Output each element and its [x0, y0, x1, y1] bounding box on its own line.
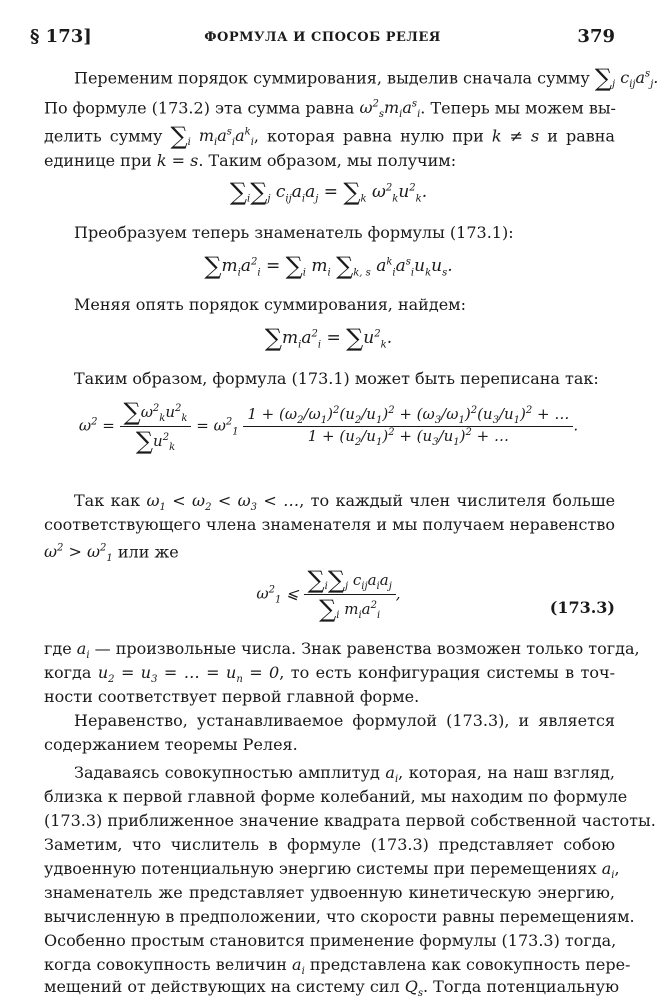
- paragraph-8-line-7: вычисленную в предположении, что скорости равны перемещениям.: [44, 907, 635, 926]
- page-number: 379: [577, 26, 615, 47]
- paragraph-1-line-3: делить сумму $\sum_i$ $m_ia^s_ia^k_i$, которая равна нулю при k ≠ s и равна: [44, 122, 615, 151]
- paragraph-3: Меняя опять порядок суммирования, найдем:: [74, 295, 466, 314]
- paragraph-5-line-3: $\omega^2 > \omega^2_1$ или же: [44, 542, 179, 565]
- paragraph-8-line-6: знаменатель же представляет удвоенную кинетическую энергию,: [44, 883, 615, 902]
- paragraph-8-line-2: близка к первой главной форме колебаний, мы находим по формуле: [44, 787, 628, 806]
- equation-173-3: $\omega^2_1$ ⩽ $\frac{\sum_i\sum_j c_{ij}a_ia_j}{\sum_i m_ia^2_i}$ ,: [256, 566, 401, 623]
- paragraph-8-line-4: Заметим, что числитель в формуле (173.3) представляет собою: [44, 835, 615, 854]
- paragraph-1-line-2: По формуле (173.2) эта сумма равна $\omega^2_sm_ia^s_i$. Теперь мы можем вы-: [44, 98, 616, 121]
- running-title: ФОРМУЛА И СПОСОБ РЕЛЕЯ: [204, 30, 441, 45]
- equation-sum-cij: $\sum_i\sum_j$ $c_{ij}a_ia_j = \sum_k$ $\omega^2_ku^2_k$.: [229, 178, 428, 206]
- paragraph-8-line-8: Особенно простым становится применение формулы (173.3) тогда,: [44, 931, 617, 950]
- paragraph-6-line-3: ности соответствует первой главной форме.: [44, 687, 420, 706]
- paragraph-6-line-1: где $a_i$ — произвольные числа. Знак равенства возможен только тогда,: [44, 639, 640, 662]
- paragraph-8-line-1: Задаваясь совокупностью амплитуд $a_i$, которая, на наш взгляд,: [74, 763, 615, 786]
- running-header: [30, 26, 615, 52]
- paragraph-7-line-2: содержанием теоремы Релея.: [44, 735, 298, 754]
- paragraph-5-line-1: Так как $\omega_1 < \omega_2 < \omega_3$ < …, то каждый член числителя больше: [74, 491, 616, 514]
- equation-sum-u: $\sum m_ia^2_i = \sum u^2_k$.: [264, 324, 393, 352]
- paragraph-8-line-3: (173.3) приближенное значение квадрата первой собственной частоты.: [44, 811, 656, 830]
- paragraph-4: Таким образом, формула (173.1) может быть переписана так:: [74, 369, 599, 388]
- section-number: § 173]: [30, 26, 92, 47]
- paragraph-1-line-4: единице при k = s. Таким образом, мы получим:: [44, 151, 457, 170]
- equation-number: (173.3): [549, 598, 615, 617]
- paragraph-2: Преобразуем теперь знаменатель формулы (173.1):: [74, 223, 514, 242]
- paragraph-8-line-9: когда совокупность величин $a_i$ представлена как совокупность пере-: [44, 955, 631, 978]
- paragraph-8-line-10: мещений от действующих на систему сил $Q_s$. Тогда потенциальную: [44, 977, 619, 1000]
- formula-inline-sum-cij: $\sum_j$ $c_{ij}a^s_j$.: [594, 64, 658, 93]
- equation-denominator: $\sum m_ia^2_i = \sum_i$ $m_i$ $\sum_{k, s}$ $a^k_ia^s_iu_ku_s$.: [204, 252, 453, 280]
- paragraph-6-line-2: когда $u_2 = u_3$ = … = $u_n = 0$, то есть конфигурация системы в точ-: [44, 663, 616, 686]
- paragraph-7-line-1: Неравенство, устанавливаемое формулой (173.3), и является: [74, 711, 615, 730]
- paragraph-8-line-5: удвоенную потенциальную энергию системы при перемещениях $a_i$,: [44, 859, 620, 882]
- equation-rayleigh-ratio: $\omega^2$ = $\frac{\sum\omega^2_ku^2_k}{\sum u^2_k}$ = $\omega^2_1$ $\frac{1 + (\omega_2/\omega_1)^2(u_2/u_1)^2 + (\omega_3/\omega_1)^2(u_3/u_1)^2 + \dots}{1 + (u_2/u_1)^2 + (u_3/u_1)^2 + \dots}$ .: [78, 398, 579, 455]
- paragraph-5-line-2: соответствующего члена знаменателя и мы получаем неравенство: [44, 515, 615, 534]
- paragraph-1-line-1: Переменим порядок суммирования, выделив сначала сумму $\sum_j$ $c_{ij}a^s_j$.: [74, 64, 658, 93]
